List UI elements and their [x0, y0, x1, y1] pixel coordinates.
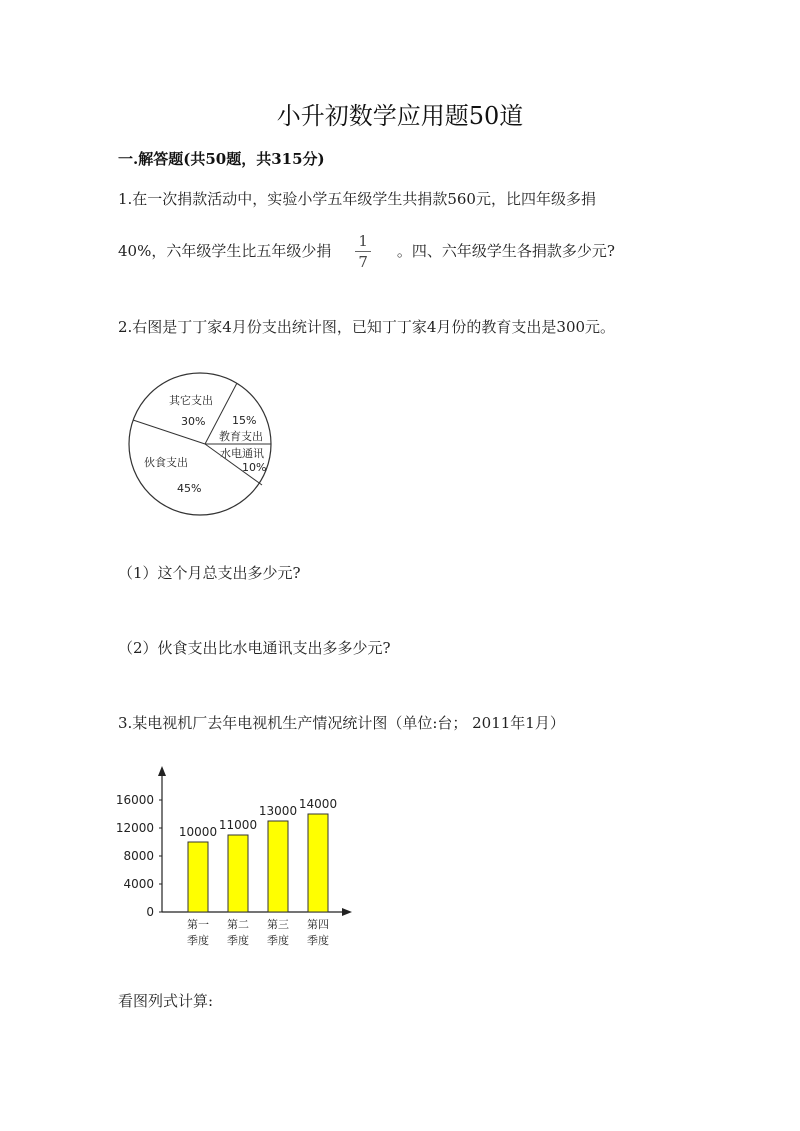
- bar-data-label: 14000: [298, 797, 338, 811]
- x-axis-arrow: [342, 908, 352, 916]
- fraction-denominator: 7: [358, 253, 368, 271]
- pie-chart: [120, 368, 290, 520]
- q2-sub2: （2）伙食支出比水电通讯支出多多少元?: [118, 639, 391, 657]
- pie-slice-name-utilities: 水电通讯: [220, 447, 264, 460]
- bar: [188, 842, 208, 912]
- q1-line2: [118, 233, 615, 271]
- bar: [228, 835, 248, 912]
- x-category-label: 第二: [227, 918, 249, 931]
- q1-line2-pre: 40%，六年级学生比五年级少捐: [118, 242, 332, 260]
- y-tick-label: 4000: [123, 877, 154, 891]
- y-tick-label: 8000: [123, 849, 154, 863]
- bar-data-label: 11000: [218, 818, 258, 832]
- bar-data-label: 13000: [258, 804, 298, 818]
- fraction-numerator: 1: [355, 233, 371, 252]
- y-tick-label: 16000: [115, 793, 154, 807]
- bar-chart: [112, 762, 362, 954]
- section-heading: 一.解答题(共50题，共315分): [118, 150, 325, 168]
- bar: [268, 821, 288, 912]
- q2-text: 2.右图是丁丁家4月份支出统计图，已知丁丁家4月份的教育支出是300元。: [118, 318, 616, 336]
- q1-line2-post: 。四、六年级学生各捐款多少元?: [396, 242, 615, 260]
- pie-slice-percent-utilities: 10%: [242, 461, 267, 474]
- pie-slice-name-education: 教育支出: [219, 430, 263, 443]
- x-category-label: 季度: [267, 934, 289, 947]
- q2-sub1: （1）这个月总支出多少元?: [118, 564, 301, 582]
- bar-data-label: 10000: [178, 825, 218, 839]
- pie-slice-percent-education: 15%: [232, 414, 257, 427]
- q3-text: 3.某电视机厂去年电视机生产情况统计图（单位:台； 2011年1月）: [118, 714, 565, 732]
- pie-slice-name-other: 其它支出: [169, 394, 213, 407]
- y-axis-arrow: [158, 766, 166, 776]
- q1-line1: 1.在一次捐款活动中，实验小学五年级学生共捐款560元，比四年级多捐: [118, 190, 596, 208]
- y-tick-label: 12000: [115, 821, 154, 835]
- x-category-label: 第一: [187, 918, 209, 931]
- x-category-label: 季度: [307, 934, 329, 947]
- x-category-label: 第四: [307, 918, 329, 931]
- pie-slice-name-food: 伙食支出: [144, 456, 188, 469]
- x-category-label: 第三: [267, 918, 289, 931]
- page-title: 小升初数学应用题50道: [276, 102, 524, 130]
- pie-slice-percent-food: 45%: [177, 482, 202, 495]
- x-category-label: 季度: [187, 934, 209, 947]
- pie-slice-percent-other: 30%: [181, 415, 206, 428]
- bar: [308, 814, 328, 912]
- y-tick-label: 0: [146, 905, 154, 919]
- fraction-one-seventh: [355, 233, 371, 271]
- q3-after: 看图列式计算:: [118, 992, 214, 1010]
- x-category-label: 季度: [227, 934, 249, 947]
